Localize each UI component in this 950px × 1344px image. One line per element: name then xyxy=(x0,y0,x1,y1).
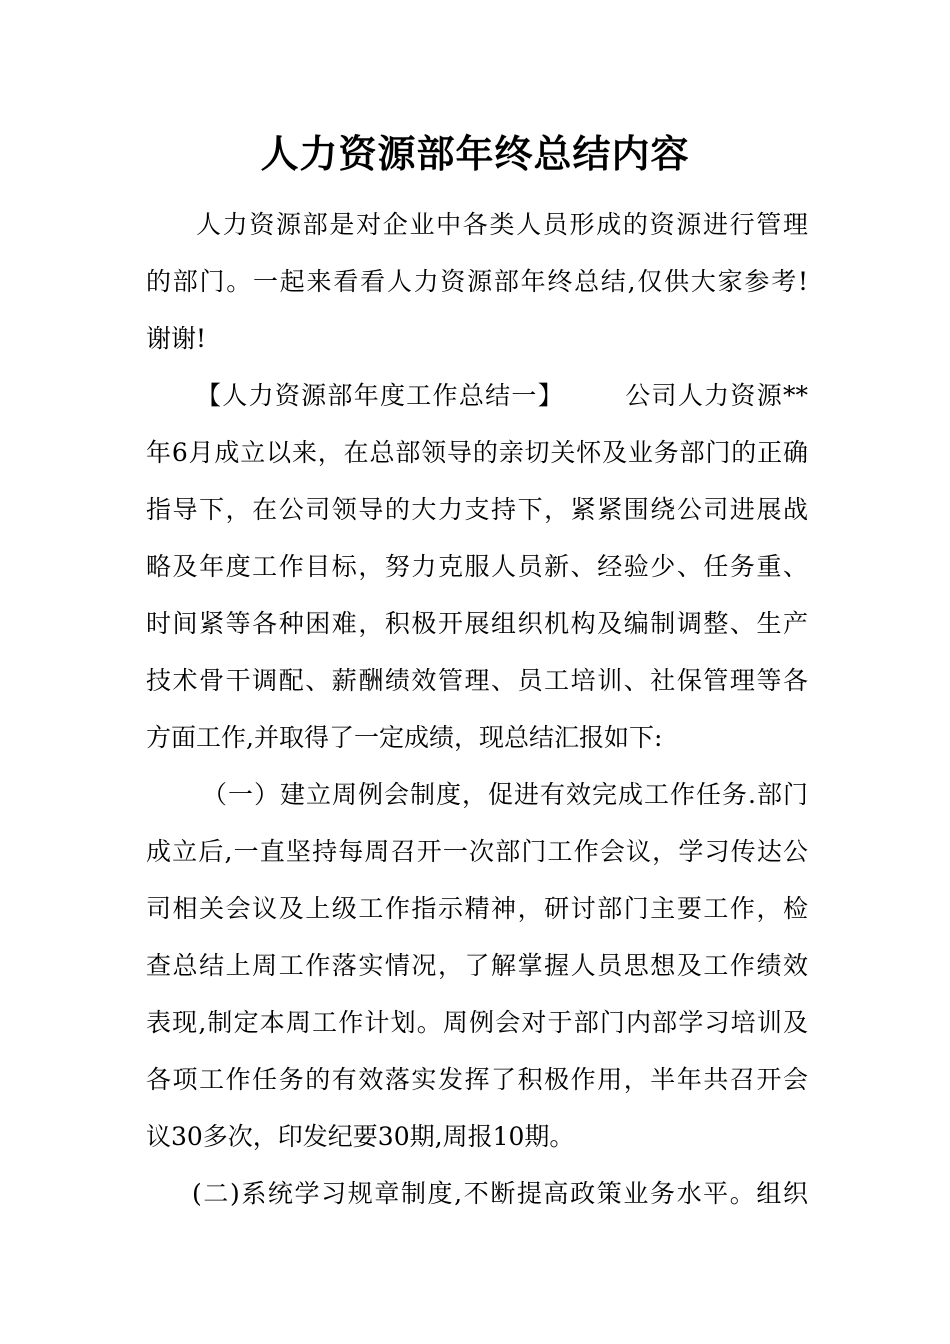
section-heading: 【人力资源部年度工作总结一】 xyxy=(196,381,564,410)
paragraph-line: 技术骨干调配、薪酬绩效管理、员工培训、社保管理等各 xyxy=(146,666,808,695)
paragraph-line: 人力资源部是对企业中各类人员形成的资源进行管理 xyxy=(196,210,808,239)
paragraph-line: 查总结上周工作落实情况，了解掌握人员思想及工作绩效 xyxy=(146,951,808,980)
paragraph-line: (二)系统学习规章制度,不断提高政策业务水平。组织 xyxy=(192,1179,808,1208)
paragraph-line: 时间紧等各种困难，积极开展组织机构及编制调整、生产 xyxy=(146,609,808,638)
paragraph-line: 表现,制定本周工作计划。周例会对于部门内部学习培训及 xyxy=(146,1008,808,1037)
paragraph-line: 谢谢! xyxy=(146,324,207,353)
paragraph-line: 年6月成立以来，在总部领导的亲切关怀及业务部门的正确 xyxy=(146,438,808,467)
paragraph-text: 公司人力资源** xyxy=(623,381,808,410)
document-title: 人力资源部年终总结内容 xyxy=(260,131,690,176)
paragraph-line: 略及年度工作目标，努力克服人员新、经验少、任务重、 xyxy=(146,552,808,581)
paragraph-line: 各项工作任务的有效落实发挥了积极作用，半年共召开会 xyxy=(146,1065,808,1094)
paragraph-line: 议30多次，印发纪要30期,周报10期。 xyxy=(146,1122,575,1151)
document-body xyxy=(146,196,808,1222)
paragraph-line: 司相关会议及上级工作指示精神，研讨部门主要工作，检 xyxy=(146,894,808,923)
paragraph-line: 的部门。一起来看看人力资源部年终总结,仅供大家参考! xyxy=(146,267,808,296)
paragraph-line: 方面工作,并取得了一定成绩，现总结汇报如下: xyxy=(146,723,663,752)
paragraph-line: 指导下，在公司领导的大力支持下，紧紧围绕公司进展战 xyxy=(146,495,808,524)
paragraph-line: 成立后,一直坚持每周召开一次部门工作会议，学习传达公 xyxy=(146,837,808,866)
paragraph-line: （一）建立周例会制度，促进有效完成工作任务.部门 xyxy=(202,780,808,809)
section-heading-line xyxy=(146,367,808,424)
